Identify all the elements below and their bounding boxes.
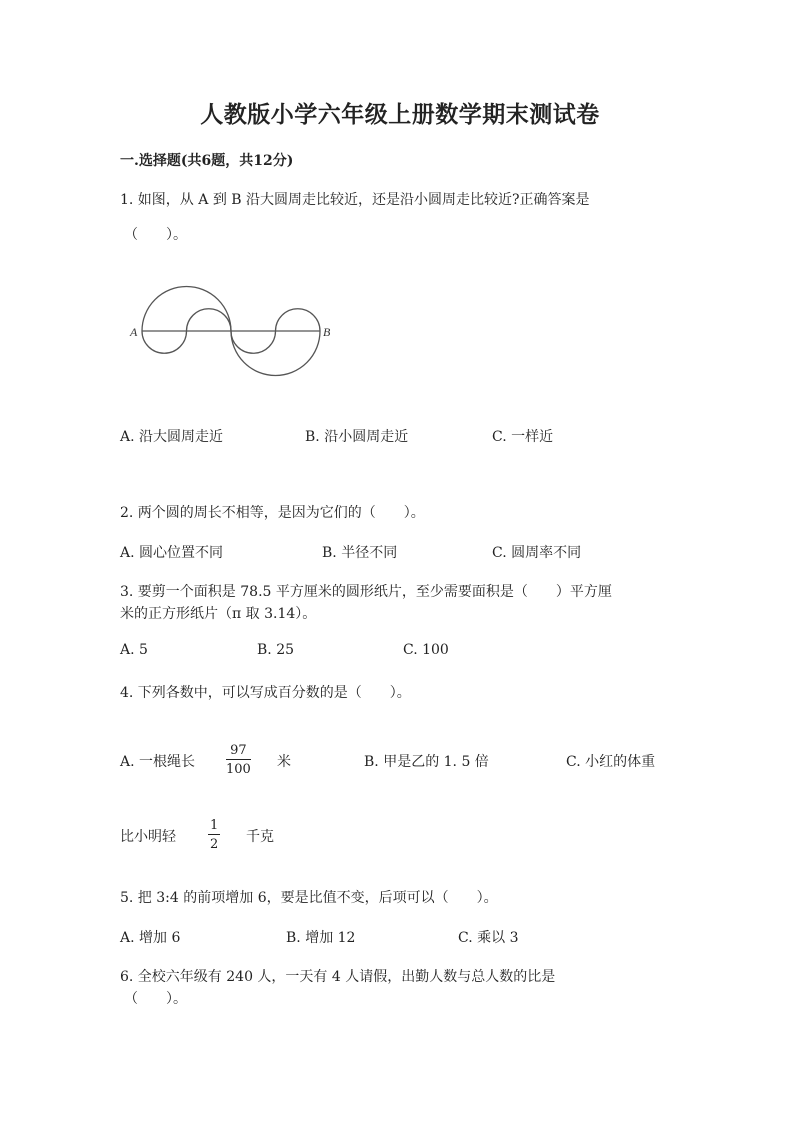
q4-option-b: B. 甲是乙的 1. 5 倍 <box>364 754 489 770</box>
fraction-numerator: 97 <box>230 743 247 758</box>
q6-text-line2: （ ）。 <box>124 991 187 1007</box>
q5-option-c: C. 乘以 3 <box>458 930 519 946</box>
q3-text-line2: 米的正方形纸片（π 取 3.14）。 <box>120 606 317 622</box>
q1-option-b: B. 沿小圆周走近 <box>305 429 409 445</box>
fraction-numerator: 1 <box>210 818 219 833</box>
q3-option-a: A. 5 <box>120 642 148 658</box>
fraction-denominator: 2 <box>210 837 219 852</box>
figure-label-a: A <box>130 325 138 339</box>
q1-option-a: A. 沿大圆周走近 <box>120 429 224 445</box>
q4-text: 4. 下列各数中，可以写成百分数的是（ ）。 <box>120 685 411 701</box>
q4-option-a-fraction <box>226 744 251 776</box>
q1-circles-figure <box>120 276 350 386</box>
q4-option-c-unit: 千克 <box>246 829 274 845</box>
q3-text-line1: 3. 要剪一个面积是 78.5 平方厘米的圆形纸片，至少需要面积是（ ）平方厘 <box>120 584 612 600</box>
q5-text: 5. 把 3:4 的前项增加 6，要是比值不变，后项可以（ ）。 <box>120 890 498 906</box>
fraction-denominator: 100 <box>226 762 251 777</box>
q3-option-b: B. 25 <box>257 642 295 658</box>
q4-option-c-fraction <box>208 819 220 851</box>
q2-option-a: A. 圆心位置不同 <box>120 545 224 561</box>
q4-option-c-prefix: 比小明轻 <box>120 829 176 845</box>
q2-option-c: C. 圆周率不同 <box>492 545 582 561</box>
q5-option-b: B. 增加 12 <box>286 930 356 946</box>
q1-text-line1: 1. 如图，从 A 到 B 沿大圆周走比较近，还是沿小圆周走比较近?正确答案是 <box>120 192 590 208</box>
q4-option-a-prefix: A. 一根绳长 <box>120 754 196 770</box>
q3-option-c: C. 100 <box>403 642 449 658</box>
q6-text-line1: 6. 全校六年级有 240 人，一天有 4 人请假，出勤人数与总人数的比是 <box>120 969 556 985</box>
q4-option-a-unit: 米 <box>277 754 291 770</box>
q4-option-c-line1: C. 小红的体重 <box>566 754 656 770</box>
q1-option-c: C. 一样近 <box>492 429 554 445</box>
section-heading: 一.选择题(共6题，共12分) <box>120 153 294 169</box>
q2-option-b: B. 半径不同 <box>322 545 398 561</box>
q2-text: 2. 两个圆的周长不相等，是因为它们的（ ）。 <box>120 505 425 521</box>
q5-option-a: A. 增加 6 <box>120 930 181 946</box>
page-title: 人教版小学六年级上册数学期末测试卷 <box>200 101 600 128</box>
figure-label-b: B <box>323 325 331 339</box>
q1-text-line2: （ ）。 <box>124 227 187 243</box>
